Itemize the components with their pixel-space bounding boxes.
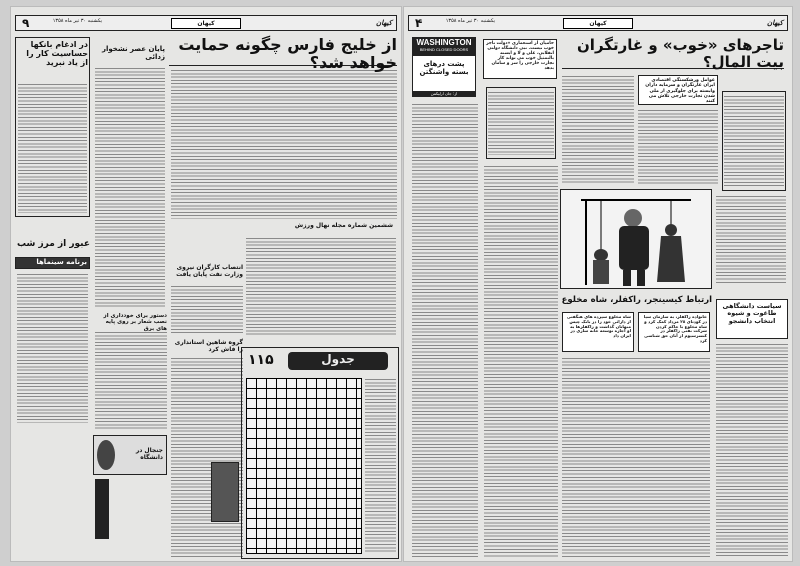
- article-text: [484, 165, 558, 558]
- quote-text: حامیان از استعماری «دولت تاجر خوب نیست. نبی دانشگاه دولتی انقلابی، علی و لا و ابسته بالتمثیل خوب می تواند کار تجارت خارجی را سر و سامان بدهد: [486, 41, 554, 71]
- washington-banner: [413, 38, 475, 56]
- crossword-number: ۱۱۵: [248, 352, 274, 368]
- ad-text: جنجال در دانشگاه: [135, 447, 163, 461]
- masthead: کیهان: [171, 18, 241, 29]
- ad-box: [93, 435, 167, 475]
- feature-box-text: عوامل ورشکستگی اقتصادی ایران غارتگران و سرمایه داران وابسته برای جلوگیری از ملی شدن تجارت خارجی تلاش می کنند: [645, 78, 715, 105]
- article-text: [716, 195, 786, 285]
- page-number: ۴: [415, 16, 423, 30]
- article-text: [716, 343, 788, 558]
- cinema-listings: [17, 273, 88, 423]
- article-text: [562, 357, 710, 557]
- article-text: [171, 357, 243, 557]
- washington-title: WASHINGTON: [416, 38, 472, 47]
- oil-headline: انتصاب کارگران نیروی وزارت نفت پایان یافت: [176, 264, 243, 278]
- chase-box-text: شاه مخلوع سپرده های هنگفتی از دارائی خود را در بانک چیس منهاتان گذاشت و راکفلرها به او اجازه توسعه خانه سازی در ایران داد: [566, 314, 631, 339]
- university-headline: سیاست دانشگاهی طاغوت و شیوه انتخاب دانشجو: [722, 302, 782, 325]
- rockefeller-box-text: خانواده راکفلر، به سازمان سیا در کودتای ۲۸ مرداد کمک کرد و شاه مخلوع با حاکم کردن شرکت نفتی راکفلر در کنسرسیوم از آنان حق شناسی کرد: [643, 314, 707, 344]
- border-headline: عبور از مرز شب: [16, 239, 90, 249]
- col2-headline: پایان عصر نشخوار زدائی: [101, 45, 165, 62]
- col1-headline: در ادغام بانکها حساسیت کار را از یاد نبرید: [26, 40, 88, 68]
- article-text: [562, 75, 634, 185]
- washington-box: [412, 37, 476, 97]
- article-text: [171, 285, 243, 335]
- article-text: [171, 69, 397, 219]
- university-box: [716, 299, 788, 339]
- cinema-headline: برنامه سینماها: [36, 258, 87, 266]
- page-header: [408, 15, 788, 31]
- washington-title-fa: پشت درهای بسته واشنگتن: [419, 60, 469, 77]
- left-page: [10, 6, 402, 562]
- newspaper-logo: کیهان: [376, 18, 392, 27]
- article-text: [724, 95, 784, 187]
- washington-subtitle: BEHIND CLOSED DOORS: [419, 47, 469, 52]
- article-text: [488, 91, 554, 155]
- newspaper-logo: کیهان: [767, 18, 783, 27]
- issue-date: یکشنبه ۳۰ تیر ماه ۱۳۵۸: [52, 18, 102, 24]
- main-headline: تاجرهای «خوب» و غارتگران بیت المال؟: [577, 36, 784, 72]
- crossword-title: جدول: [288, 352, 388, 370]
- article-text: [638, 109, 718, 185]
- film-ad: [211, 462, 239, 522]
- article-text: [95, 67, 165, 307]
- masthead: کیهان: [563, 18, 633, 29]
- feature-box: [638, 75, 718, 105]
- article-text: [18, 83, 87, 213]
- washington-author: از: جان ارلیکمن: [413, 91, 475, 96]
- page-number: ۹: [22, 16, 30, 30]
- book-ad: [95, 479, 109, 539]
- sign-headline: دستور برای خودداری از نصب شعار بر روی پایه های برق: [103, 313, 167, 332]
- article-text: [246, 237, 396, 337]
- rockefeller-box: [638, 312, 710, 352]
- right-page: [403, 6, 793, 562]
- sports-headline: ششمین شماره مجله نهال ورزش: [294, 222, 393, 229]
- group-headline: گروه شاهین استانداری را فاش کرد: [174, 339, 243, 353]
- cartoon: [560, 189, 712, 289]
- crossword-grid: [246, 378, 362, 554]
- crossword-clues: [365, 378, 396, 554]
- second-headline: ارتباط کیسینجر، راکفلر، شاه مخلوع: [561, 295, 712, 305]
- article-text: [95, 331, 167, 431]
- issue-date: یکشنبه ۳۰ تیر ماه ۱۳۵۸: [445, 18, 495, 24]
- chase-box: [562, 312, 634, 352]
- article-text: [412, 103, 478, 558]
- quote-box: [483, 39, 557, 79]
- main-headline: از خلیج فارس چگونه حمایت خواهد شد؟: [178, 35, 397, 73]
- page-header: [15, 15, 397, 31]
- crossword: [241, 347, 399, 559]
- political-cartoon: [561, 190, 711, 288]
